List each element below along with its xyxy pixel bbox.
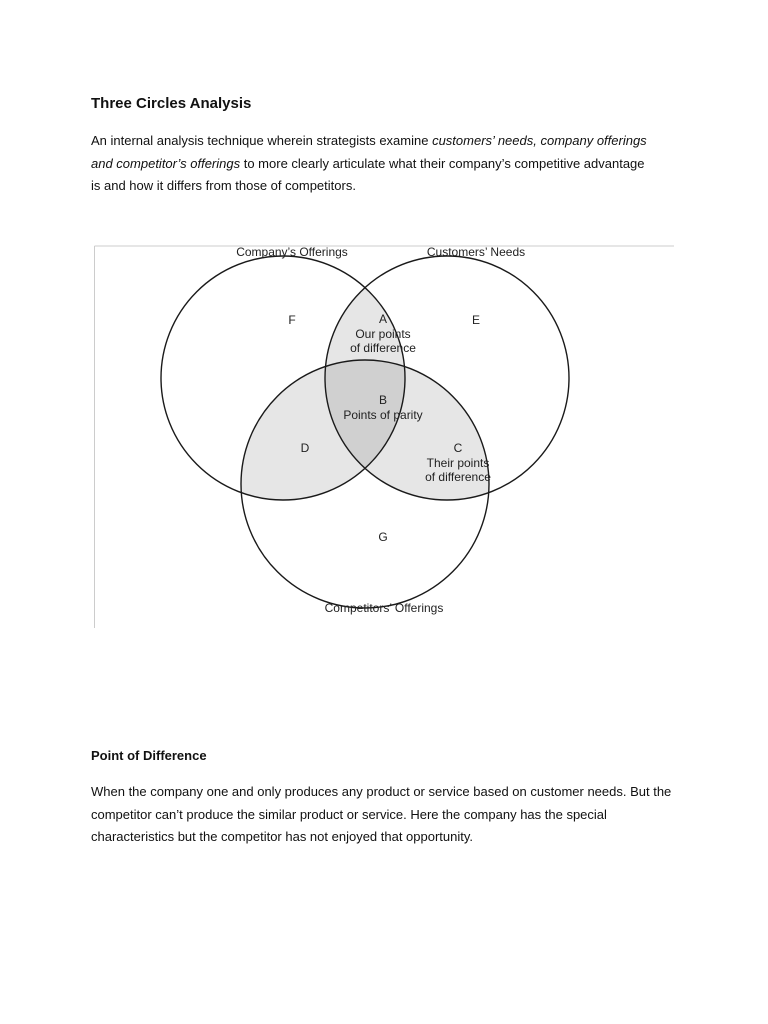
region-b-letter: B xyxy=(378,393,388,407)
intro-text-end: to more clearly articulate what their company’s competitive advantage is and how it differs from those of competitors. xyxy=(91,155,645,193)
intro-paragraph xyxy=(91,130,651,198)
competitors-offerings-label: Competitors’ Offerings xyxy=(324,601,444,615)
region-c-line1: Their points xyxy=(426,456,490,470)
intro-italic-text: customers’ needs, company offerings and competitor’s offerings xyxy=(91,133,647,171)
section-title: Point of Difference xyxy=(91,748,207,763)
region-f-label: F xyxy=(288,313,296,327)
region-d-label: D xyxy=(300,441,310,455)
region-g-label: G xyxy=(378,530,388,544)
region-c-line2: of difference xyxy=(425,470,491,484)
venn-diagram-svg xyxy=(94,244,674,628)
intro-text-start: An internal analysis technique wherein strategists examine xyxy=(91,133,433,148)
region-e-label: E xyxy=(471,313,481,327)
page-title: Three Circles Analysis xyxy=(91,95,252,112)
region-b-line1: Points of parity xyxy=(343,408,423,422)
region-c-letter: C xyxy=(453,441,463,455)
region-a-line1: Our points xyxy=(355,327,411,341)
company-offerings-label: Company’s Offerings xyxy=(236,245,348,259)
region-a-letter: A xyxy=(378,312,388,326)
three-circles-diagram xyxy=(94,244,674,628)
customers-needs-label: Customers’ Needs xyxy=(426,245,526,259)
region-a-line2: of difference xyxy=(350,341,416,355)
section-body: When the company one and only produces any product or service based on customer needs. But the competitor can’t produce the similar product or service. Here the company has the special characteristics but the competitor has not enjoyed that opportunity. xyxy=(91,784,672,844)
